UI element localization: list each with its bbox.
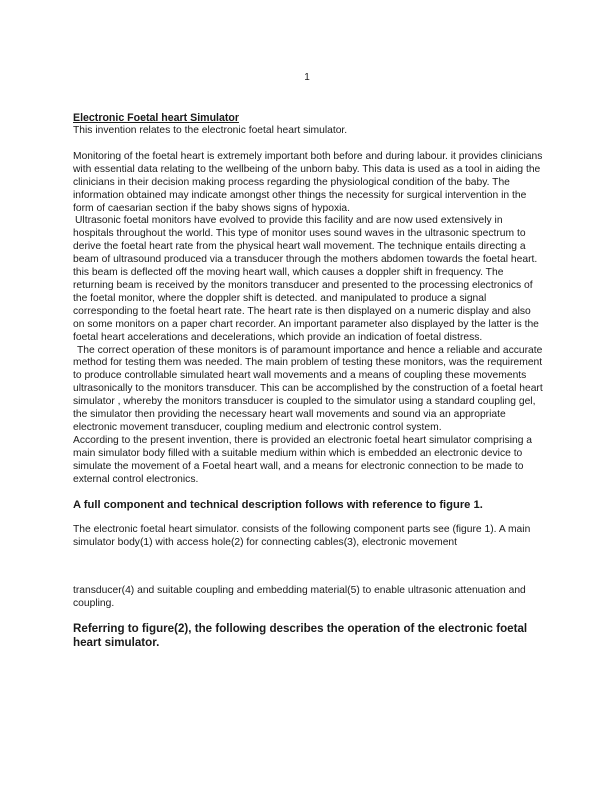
ultrasonic-paragraph: Ultrasonic foetal monitors have evolved to provide this facility and are now used extensively in hospitals throughout the world. This type of monitor uses sound waves in the ultrasonic spectrum to derive the foetal heart rate from the physical heart wall movement. The technique entails directing a beam of ultrasound produced via a transducer through the mothers abdomen towards the foetal heart. this beam is deflected off the moving heart wall, which causes a doppler shift in frequency. The returning beam is received by the monitors transducer and presented to the processing electronics of the foetal monitor, where the doppler shift is detected. and manipulated to produce a signal corresponding to the foetal heart rate. The heart rate is then displayed on a numeric display and also on some monitors on a paper chart recorder. An important parameter also displayed by the latter is the foetal heart accelerations and decelerations, which provide an indication of foetal distress. (73, 215, 539, 343)
full-description-heading: A full component and technical description follows with reference to figure 1. (73, 499, 483, 512)
monitoring-paragraph: Monitoring of the foetal heart is extremely important both before and during labour. it provides clinicians with essential data relating to the wellbeing of the unborn baby. This data is used as a tool in aiding the clinicians in their decision making process regarding the physiological condition of the baby. The information obtained may indicate amongst other things the necessity for surgical intervention in the form of caesarian section if the baby shows signs of hypoxia. (73, 150, 543, 214)
document-body (73, 112, 545, 649)
page-number: 1 (304, 72, 310, 83)
according-paragraph: According to the present invention, there is provided an electronic foetal heart simulator comprising a main simulator body filled with a suitable medium within which is embedded an electronic device to simulate the movement of a Foetal heart wall, and a means for electronic connection to be made to external control electronics. (73, 434, 533, 485)
operation-heading: Referring to figure(2), the following describes the operation of the electronic foetal heart simulator. (73, 622, 528, 649)
components-paragraph: The electronic foetal heart simulator. consists of the following component parts see (figure 1). A main simulator body(1) with access hole(2) for connecting cables(3), electronic movement (73, 524, 531, 549)
transducer-paragraph: transducer(4) and suitable coupling and embedding material(5) to enable ultrasonic attenuation and coupling. (73, 585, 526, 610)
correct-operation-paragraph: The correct operation of these monitors is of paramount importance and hence a reliable and accurate method for testing them was needed. The main problem of testing these monitors, was the requirement to produce controllable simulated heart wall movements and a means of coupling these movements ultrasonically to the monitors transducer. This can be accomplished by the construction of a foetal heart simulator , whereby the monitors transducer is coupled to the simulator using a standard coupling gel, the simulator then providing the necessary heart wall movements and sound via an appropriate electronic movement transducer, coupling medium and electronic control system. (73, 344, 543, 433)
document-title: Electronic Foetal heart Simulator (73, 112, 240, 124)
intro-paragraph: This invention relates to the electronic foetal heart simulator. (73, 125, 348, 136)
